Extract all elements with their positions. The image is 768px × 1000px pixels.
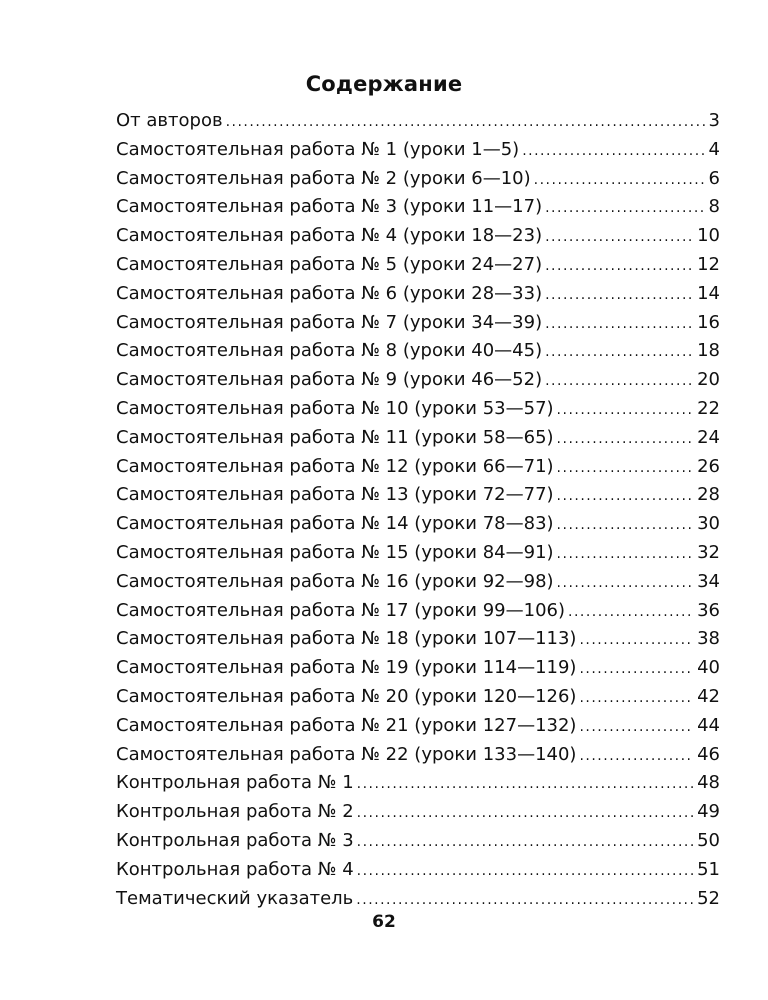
toc-entry-page: 24 xyxy=(697,426,720,448)
toc-entry-label: Самостоятельная работа № 16 (уроки 92—98) xyxy=(116,570,554,592)
dot-leader xyxy=(579,690,694,706)
dot-leader xyxy=(356,892,694,908)
toc-entry-page: 10 xyxy=(697,225,720,247)
dot-leader xyxy=(557,575,695,591)
toc-entry[interactable] xyxy=(116,168,720,197)
toc-entry-label: Самостоятельная работа № 2 (уроки 6—10) xyxy=(116,167,531,189)
toc-entry-page: 38 xyxy=(697,628,720,650)
toc-entry[interactable] xyxy=(116,139,720,168)
toc-entry[interactable] xyxy=(116,427,720,456)
toc-entry[interactable] xyxy=(116,686,720,715)
dot-leader xyxy=(579,661,694,677)
toc-entry-page: 40 xyxy=(697,657,720,679)
toc-entry-page: 46 xyxy=(697,743,720,765)
toc-entry[interactable] xyxy=(116,772,720,801)
toc-entry-label: Самостоятельная работа № 21 (уроки 127—132) xyxy=(116,714,577,736)
dot-leader xyxy=(545,200,705,216)
toc-entry-label: Самостоятельная работа № 1 (уроки 1—5) xyxy=(116,138,520,160)
toc-entry-page: 3 xyxy=(708,110,720,131)
toc-entry[interactable] xyxy=(116,254,720,283)
toc-entry-label: Самостоятельная работа № 19 (уроки 114—119) xyxy=(116,657,577,679)
toc-entry[interactable] xyxy=(116,225,720,254)
toc-entry-page: 16 xyxy=(697,311,720,333)
dot-leader xyxy=(579,632,694,648)
toc-entry-page: 50 xyxy=(697,829,720,851)
toc-entry-page: 20 xyxy=(697,369,720,391)
toc-entry-page: 52 xyxy=(697,887,720,909)
toc-entry-page: 4 xyxy=(708,138,720,160)
dot-leader xyxy=(579,719,694,735)
toc-entry-page: 42 xyxy=(697,685,720,707)
toc-entry[interactable] xyxy=(116,484,720,513)
toc-entry[interactable] xyxy=(116,801,720,830)
toc-entry-label: Тематический указатель xyxy=(116,887,354,909)
page-number: 62 xyxy=(372,912,396,932)
toc-entry[interactable] xyxy=(116,830,720,859)
toc-entry[interactable] xyxy=(116,513,720,542)
toc-entry[interactable] xyxy=(116,715,720,744)
toc-entry-page: 28 xyxy=(697,484,720,506)
toc-entry-label: Самостоятельная работа № 10 (уроки 53—57) xyxy=(116,397,554,419)
toc-entry-page: 34 xyxy=(697,570,720,592)
toc-entry[interactable] xyxy=(116,369,720,398)
toc-entry[interactable] xyxy=(116,542,720,571)
toc-entry-page: 32 xyxy=(697,541,720,563)
dot-leader xyxy=(357,776,694,792)
toc-entry-label: Самостоятельная работа № 6 (уроки 28—33) xyxy=(116,282,543,304)
toc-entry-label: Самостоятельная работа № 22 (уроки 133—140) xyxy=(116,743,577,765)
dot-leader xyxy=(545,258,694,274)
toc-entry-label: Самостоятельная работа № 17 (уроки 99—106) xyxy=(116,599,565,621)
toc-entry-label: Самостоятельная работа № 8 (уроки 40—45) xyxy=(116,340,543,362)
dot-leader xyxy=(357,863,694,879)
toc-entry-label: Самостоятельная работа № 13 (уроки 72—77) xyxy=(116,484,554,506)
dot-leader xyxy=(557,546,695,562)
toc-entry-page: 8 xyxy=(708,196,720,218)
toc-entry-label: Самостоятельная работа № 3 (уроки 11—17) xyxy=(116,196,543,218)
dot-leader xyxy=(226,114,706,130)
toc-entry-label: Самостоятельная работа № 15 (уроки 84—91) xyxy=(116,541,554,563)
table-of-contents xyxy=(116,110,720,916)
dot-leader xyxy=(534,172,706,188)
dot-leader xyxy=(522,143,705,159)
dot-leader xyxy=(557,402,695,418)
toc-entry[interactable] xyxy=(116,110,720,139)
toc-entry-page: 12 xyxy=(697,253,720,275)
toc-entry[interactable] xyxy=(116,859,720,888)
page-title: Содержание xyxy=(305,72,463,97)
toc-entry-page: 6 xyxy=(708,167,720,189)
toc-entry-label: Контрольная работа № 1 xyxy=(116,772,354,794)
dot-leader xyxy=(557,460,695,476)
toc-entry[interactable] xyxy=(116,196,720,225)
toc-entry[interactable] xyxy=(116,283,720,312)
toc-entry[interactable] xyxy=(116,312,720,341)
dot-leader xyxy=(557,431,695,447)
dot-leader xyxy=(545,344,694,360)
dot-leader xyxy=(545,287,694,303)
toc-entry-page: 51 xyxy=(697,858,720,880)
toc-entry-label: Контрольная работа № 3 xyxy=(116,829,354,851)
toc-entry-label: Самостоятельная работа № 20 (уроки 120—126) xyxy=(116,685,577,707)
dot-leader xyxy=(545,316,694,332)
toc-entry-label: Самостоятельная работа № 5 (уроки 24—27) xyxy=(116,253,543,275)
toc-entry-label: Контрольная работа № 4 xyxy=(116,858,354,880)
dot-leader xyxy=(545,229,694,245)
toc-entry-page: 18 xyxy=(697,340,720,362)
toc-entry[interactable] xyxy=(116,744,720,773)
toc-entry[interactable] xyxy=(116,456,720,485)
toc-entry-label: Самостоятельная работа № 18 (уроки 107—113) xyxy=(116,628,577,650)
toc-entry[interactable] xyxy=(116,340,720,369)
toc-entry-page: 30 xyxy=(697,513,720,535)
toc-entry-label: Самостоятельная работа № 9 (уроки 46—52) xyxy=(116,369,543,391)
toc-entry[interactable] xyxy=(116,600,720,629)
dot-leader xyxy=(579,748,694,764)
toc-entry-page: 48 xyxy=(697,772,720,794)
toc-entry-label: Самостоятельная работа № 11 (уроки 58—65) xyxy=(116,426,554,448)
toc-entry-page: 26 xyxy=(697,455,720,477)
dot-leader xyxy=(557,517,695,533)
toc-entry-page: 49 xyxy=(697,801,720,823)
dot-leader xyxy=(357,805,694,821)
toc-entry[interactable] xyxy=(116,628,720,657)
toc-entry-label: Самостоятельная работа № 12 (уроки 66—71) xyxy=(116,455,554,477)
toc-entry[interactable] xyxy=(116,657,720,686)
toc-entry-label: Самостоятельная работа № 7 (уроки 34—39) xyxy=(116,311,543,333)
dot-leader xyxy=(568,604,694,620)
toc-entry[interactable] xyxy=(116,398,720,427)
dot-leader xyxy=(557,488,695,504)
toc-entry[interactable] xyxy=(116,571,720,600)
toc-entry-label: Самостоятельная работа № 14 (уроки 78—83) xyxy=(116,513,554,535)
toc-entry-page: 14 xyxy=(697,282,720,304)
toc-entry-page: 36 xyxy=(697,599,720,621)
toc-entry-label: Самостоятельная работа № 4 (уроки 18—23) xyxy=(116,225,543,247)
toc-entry-page: 44 xyxy=(697,714,720,736)
dot-leader xyxy=(357,834,694,850)
dot-leader xyxy=(545,373,694,389)
toc-entry-label: Контрольная работа № 2 xyxy=(116,801,354,823)
toc-entry-page: 22 xyxy=(697,397,720,419)
toc-entry-label: От авторов xyxy=(116,110,223,131)
